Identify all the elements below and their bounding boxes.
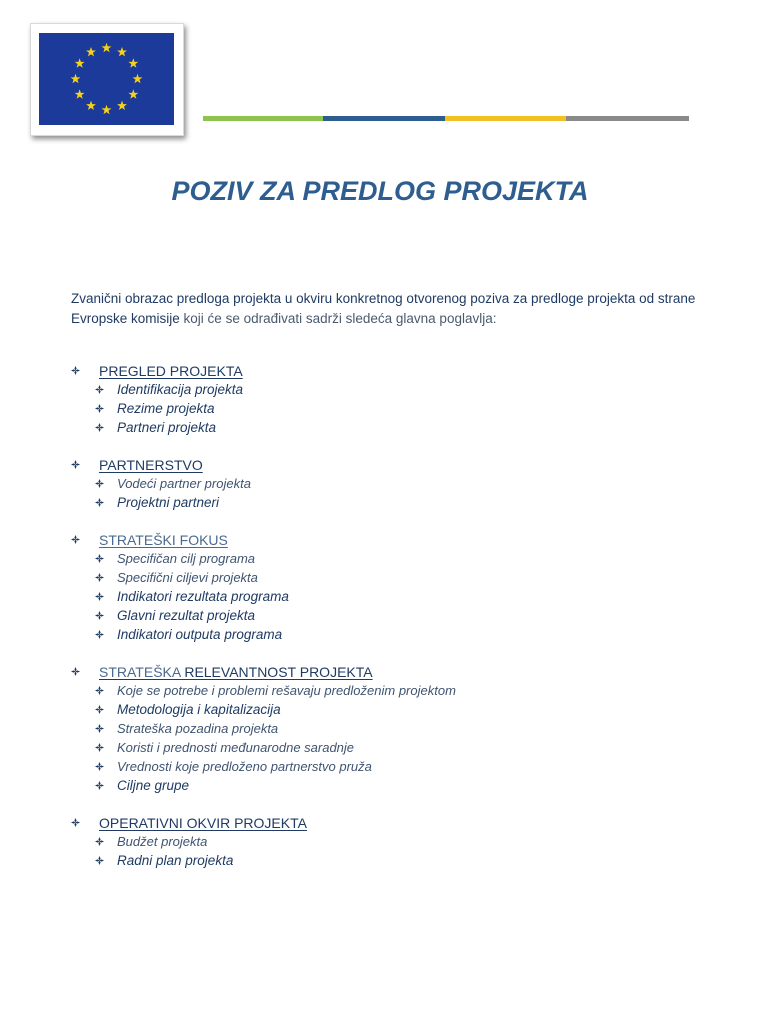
diamond-bullet-icon (95, 404, 104, 413)
section-operativni-okvir (71, 813, 711, 870)
list-item: Specifični ciljevi projekta (95, 568, 711, 587)
diamond-bullet-icon (95, 705, 104, 714)
list-item: Indikatori outputa programa (95, 625, 711, 644)
intro-text-main: Zvanični obrazac predloga projekta u okviru konkretnog otvorenog poziva za predloge projekta od strane Evropske komisije (71, 291, 696, 326)
intro-paragraph (71, 289, 711, 329)
diamond-bullet-icon (95, 630, 104, 639)
diamond-bullet-icon (95, 554, 104, 563)
diamond-bullet-icon (95, 837, 104, 846)
section-title[interactable]: OPERATIVNI OKVIR PROJEKTA (99, 814, 307, 831)
section-pregled-projekta (71, 361, 711, 437)
chapter-list (71, 361, 711, 888)
list-item: Radni plan projekta (95, 851, 711, 870)
diamond-bullet-icon (95, 611, 104, 620)
diamond-bullet-icon (71, 818, 80, 827)
section-title[interactable]: PREGLED PROJEKTA (99, 362, 243, 379)
diamond-bullet-icon (95, 762, 104, 771)
diamond-bullet-icon (95, 592, 104, 601)
list-item: Budžet projekta (95, 832, 711, 851)
list-item: Projektni partneri (95, 493, 711, 512)
list-item: Identifikacija projekta (95, 380, 711, 399)
list-item: Vodeći partner projekta (95, 474, 711, 493)
page-title: POZIV ZA PREDLOG PROJEKTA (171, 176, 589, 206)
diamond-bullet-icon (95, 686, 104, 695)
header-bar-blue (323, 116, 445, 121)
diamond-bullet-icon (95, 743, 104, 752)
section-title[interactable]: STRATEŠKA RELEVANTNOST PROJEKTA (99, 663, 373, 680)
list-item: Koristi i prednosti međunarodne saradnje (95, 738, 711, 757)
section-title[interactable]: STRATEŠKI FOKUS (99, 531, 228, 548)
list-item: Metodologija i kapitalizacija (95, 700, 711, 719)
list-item: Partneri projekta (95, 418, 711, 437)
diamond-bullet-icon (95, 573, 104, 582)
eu-flag-icon (39, 33, 174, 125)
section-partnerstvo (71, 455, 711, 512)
diamond-bullet-icon (95, 724, 104, 733)
header-bar-yellow (445, 116, 566, 121)
diamond-bullet-icon (95, 781, 104, 790)
diamond-bullet-icon (71, 366, 80, 375)
list-item: Koje se potrebe i problemi rešavaju predloženim projektom (95, 681, 711, 700)
diamond-bullet-icon (71, 535, 80, 544)
list-item: Strateška pozadina projekta (95, 719, 711, 738)
diamond-bullet-icon (95, 479, 104, 488)
diamond-bullet-icon (95, 856, 104, 865)
diamond-bullet-icon (71, 667, 80, 676)
list-item: Glavni rezultat projekta (95, 606, 711, 625)
header-bar-gray (566, 116, 689, 121)
section-title[interactable]: PARTNERSTVO (99, 456, 203, 473)
diamond-bullet-icon (95, 385, 104, 394)
eu-flag-logo (30, 23, 184, 136)
diamond-bullet-icon (95, 498, 104, 507)
header-bar-green (203, 116, 323, 121)
list-item: Vrednosti koje predloženo partnerstvo pruža (95, 757, 711, 776)
list-item: Rezime projekta (95, 399, 711, 418)
list-item: Specifičan cilj programa (95, 549, 711, 568)
diamond-bullet-icon (71, 460, 80, 469)
list-item: Indikatori rezultata programa (95, 587, 711, 606)
diamond-bullet-icon (95, 423, 104, 432)
intro-text-continued: koji će se odrađivati sadrži sledeća glavna poglavlja: (179, 311, 497, 326)
list-item: Ciljne grupe (95, 776, 711, 795)
section-strateski-fokus (71, 530, 711, 644)
section-strateska-relevantnost (71, 662, 711, 795)
